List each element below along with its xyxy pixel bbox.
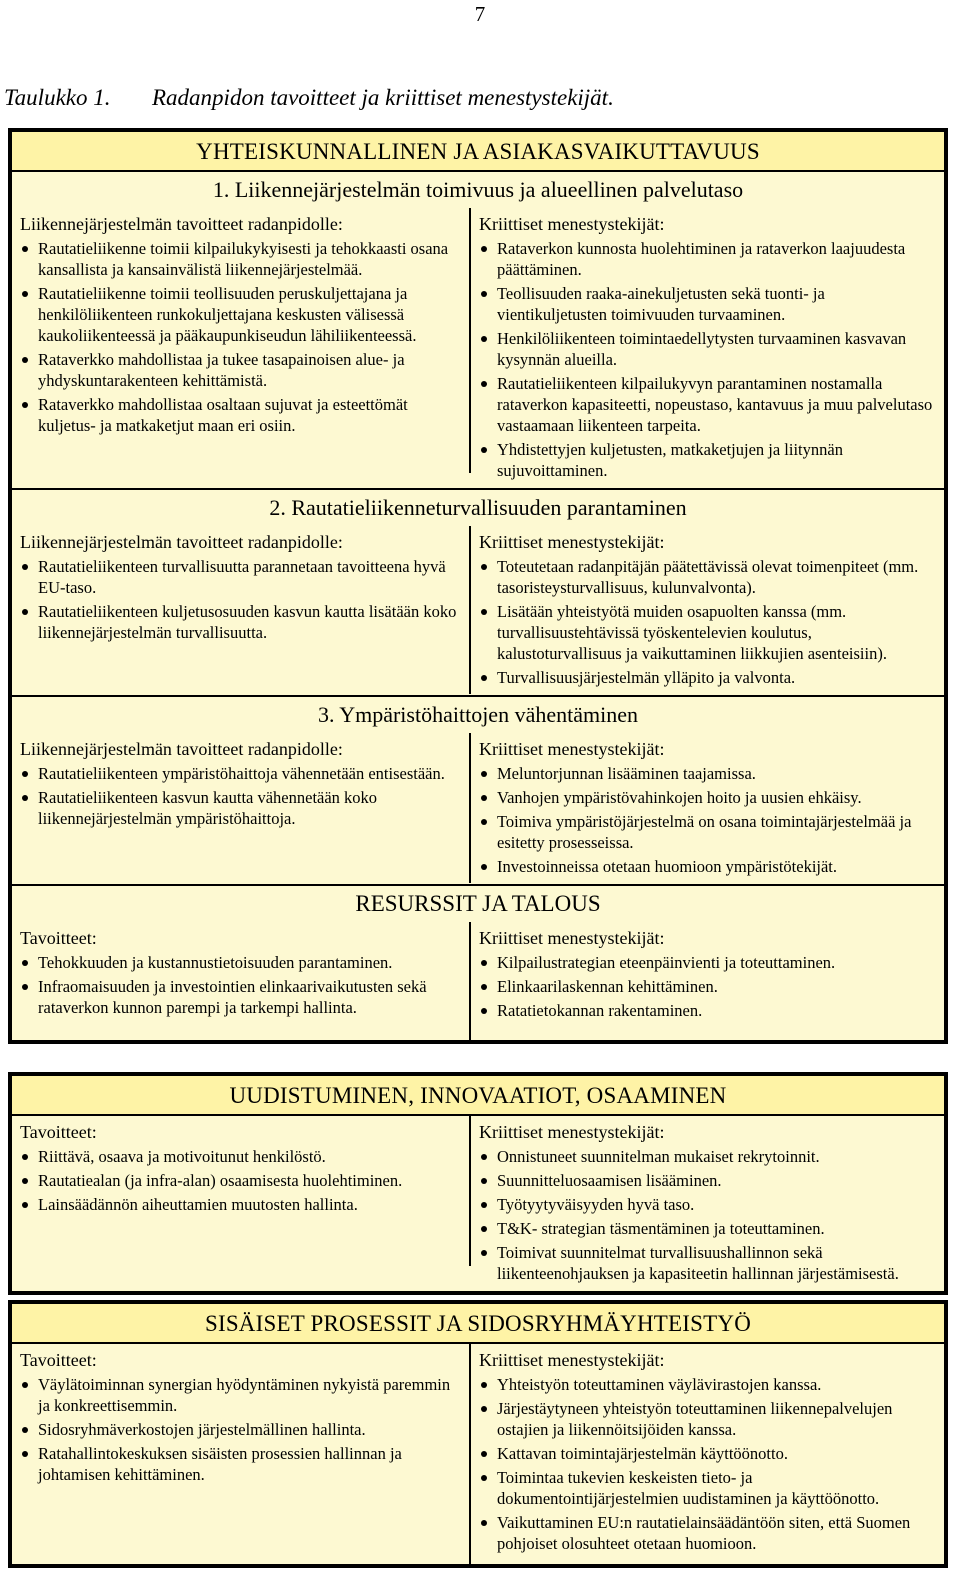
list-item: Toteutetaan radanpitäjän päätettävissä olevat toimenpiteet (mm. tasoristeysturvallisuus, kulunvalvonta).	[479, 556, 936, 598]
table-row	[12, 1116, 944, 1291]
list-item: Rautatieliikenteen kasvun kautta vähennetään koko liikennejärjestelmän ympäristöhaittoja.	[20, 787, 461, 829]
caption-title: Radanpidon tavoitteet ja kriittiset menestystekijät.	[152, 85, 614, 110]
list-item: Vaikuttaminen EU:n rautatielainsäädäntöön siten, että Suomen pohjoiset olosuhteet otetaan huomioon.	[479, 1512, 936, 1554]
subsection-title: RESURSSIT JA TALOUS	[12, 884, 944, 922]
subsection-title: 3. Ympäristöhaittojen vähentäminen	[12, 695, 944, 733]
list-item: Toimivat suunnitelmat turvallisuushallinnon sekä liikenteenohjauksen ja kapasiteetin hallinnan järjestämisestä.	[479, 1242, 936, 1284]
goals-heading: Tavoitteet:	[20, 1350, 97, 1370]
table-internal-processes	[8, 1300, 948, 1568]
list-item: Henkilöliikenteen toimintaedellytysten turvaaminen kasvavan kysynnän alueilla.	[479, 328, 936, 370]
list-item: Väylätoiminnan synergian hyödyntäminen nykyistä paremmin ja konkreettisemmin.	[20, 1374, 461, 1416]
success-factors-column	[471, 733, 944, 884]
page-number: 7	[474, 2, 486, 26]
goals-heading: Liikennejärjestelmän tavoitteet radanpidolle:	[20, 214, 343, 234]
success-factors-column	[471, 208, 944, 488]
list-item: Turvallisuusjärjestelmän ylläpito ja valvonta.	[479, 667, 936, 688]
table-row	[12, 922, 944, 1040]
table-social-impact	[8, 128, 948, 1044]
goals-column	[12, 526, 471, 694]
list-item: Rautatieliikenteen kuljetusosuuden kasvun kautta lisätään koko liikennejärjestelmän turvallisuutta.	[20, 601, 461, 643]
list-item: Rautatieliikenteen kilpailukyvyn parantaminen nostamalla rataverkon kapasiteetti, nopeustaso, kantavuus ja muu palvelutaso vastaamaan liikenteen tarpeita.	[479, 373, 936, 436]
list-item: Yhdistettyjen kuljetusten, matkaketjujen ja liitynnän sujuvoittaminen.	[479, 439, 936, 481]
goals-column	[12, 1116, 471, 1266]
success-factors-column	[471, 1344, 944, 1564]
goals-column	[12, 1344, 471, 1564]
list-item: Riittävä, osaava ja motivoitunut henkilöstö.	[20, 1146, 461, 1167]
list-item: Työtyytyväisyyden hyvä taso.	[479, 1194, 936, 1215]
table-innovation	[8, 1072, 948, 1295]
section-header: UUDISTUMINEN, INNOVAATIOT, OSAAMINEN	[12, 1076, 944, 1116]
list-item: Rautatieliikenne toimii teollisuuden peruskuljettajana ja henkilöliikenteen runkokuljettajana keskusten välisessä kaukoliikenteessä ja pääkaupunkiseudun lähiliikenteessä.	[20, 283, 461, 346]
list-item: Infraomaisuuden ja investointien elinkaarivaikutusten sekä rataverkon kunnon parempi ja tarkempi hallinta.	[20, 976, 461, 1018]
table-row	[12, 526, 944, 695]
list-item: Elinkaarilaskennan kehittäminen.	[479, 976, 936, 997]
subsection-title: 1. Liikennejärjestelmän toimivuus ja alueellinen palvelutaso	[212, 177, 744, 202]
success-factors-heading: Kriittiset menestystekijät:	[479, 1122, 665, 1142]
goals-column	[12, 208, 471, 473]
goals-heading: Liikennejärjestelmän tavoitteet radanpidolle:	[20, 739, 343, 759]
section-header: SISÄISET PROSESSIT JA SIDOSRYHMÄYHTEISTYÖ	[12, 1304, 944, 1344]
list-item: Teollisuuden raaka-ainekuljetusten sekä tuonti- ja vientikuljetusten toimivuuden turvaaminen.	[479, 283, 936, 325]
list-item: Onnistuneet suunnitelman mukaiset rekrytoinnit.	[479, 1146, 936, 1167]
list-item: Yhteistyön toteuttaminen väylävirastojen kanssa.	[479, 1374, 936, 1395]
caption-label: Taulukko 1.	[4, 85, 111, 110]
list-item: Järjestäytyneen yhteistyön toteuttaminen liikennepalvelujen ostajien ja liikennöitsijöiden kanssa.	[479, 1398, 936, 1440]
success-factors-column	[471, 922, 944, 1040]
list-item: Rautatieliikenteen ympäristöhaittoja vähennetään entisestään.	[20, 763, 461, 784]
list-item: Rataverkon kunnosta huolehtiminen ja rataverkon laajuudesta päättäminen.	[479, 238, 936, 280]
goals-column	[12, 922, 471, 1040]
table-row	[12, 1344, 944, 1564]
goals-heading: Tavoitteet:	[20, 928, 97, 948]
list-item: Sidosryhmäverkostojen järjestelmällinen hallinta.	[20, 1419, 461, 1440]
section-header: YHTEISKUNNALLINEN JA ASIAKASVAIKUTTAVUUS	[12, 132, 944, 172]
table-row	[12, 208, 944, 488]
list-item: Ratahallintokeskuksen sisäisten prosessien hallinnan ja johtamisen kehittäminen.	[20, 1443, 461, 1485]
goals-heading: Tavoitteet:	[20, 1122, 97, 1142]
list-item: Lainsäädännön aiheuttamien muutosten hallinta.	[20, 1194, 461, 1215]
list-item: Vanhojen ympäristövahinkojen hoito ja uusien ehkäisy.	[479, 787, 936, 808]
list-item: Rataverkko mahdollistaa osaltaan sujuvat ja esteettömät kuljetus- ja matkaketjut maan eri osiin.	[20, 394, 461, 436]
list-item: Toimintaa tukevien keskeisten tieto- ja dokumentointijärjestelmien uudistaminen ja käyttöönotto.	[479, 1467, 936, 1509]
list-item: Rautatiealan (ja infra-alan) osaamisesta huolehtiminen.	[20, 1170, 461, 1191]
success-factors-column	[471, 1116, 944, 1291]
list-item: Toimiva ympäristöjärjestelmä on osana toimintajärjestelmää ja esitetty prosesseissa.	[479, 811, 936, 853]
subsection-title: 2. Rautatieliikenneturvallisuuden parantaminen	[12, 488, 944, 526]
list-item: T&K- strategian täsmentäminen ja toteuttaminen.	[479, 1218, 936, 1239]
goals-column	[12, 733, 471, 883]
list-item: Rataverkko mahdollistaa ja tukee tasapainoisen alue- ja yhdyskuntarakenteen kehittämistä.	[20, 349, 461, 391]
success-factors-column	[471, 526, 944, 695]
success-factors-heading: Kriittiset menestystekijät:	[479, 928, 665, 948]
list-item: Kattavan toimintajärjestelmän käyttöönotto.	[479, 1443, 936, 1464]
success-factors-heading: Kriittiset menestystekijät:	[479, 532, 665, 552]
table-row	[12, 733, 944, 884]
success-factors-heading: Kriittiset menestystekijät:	[479, 1350, 665, 1370]
goals-heading: Liikennejärjestelmän tavoitteet radanpidolle:	[20, 532, 343, 552]
list-item: Tehokkuuden ja kustannustietoisuuden parantaminen.	[20, 952, 461, 973]
success-factors-heading: Kriittiset menestystekijät:	[479, 739, 665, 759]
list-item: Rautatieliikenteen turvallisuutta parannetaan tavoitteena hyvä EU-taso.	[20, 556, 461, 598]
list-item: Kilpailustrategian eteenpäinvienti ja toteuttaminen.	[479, 952, 936, 973]
list-item: Lisätään yhteistyötä muiden osapuolten kanssa (mm. turvallisuustehtävissä työskentelevien koulutus, kalustoturvallisuus ja vaikuttaminen liikkujien asenteisiin).	[479, 601, 936, 664]
list-item: Suunnitteluosaamisen lisääminen.	[479, 1170, 936, 1191]
list-item: Investoinneissa otetaan huomioon ympäristötekijät.	[479, 856, 936, 877]
list-item: Meluntorjunnan lisääminen taajamissa.	[479, 763, 936, 784]
list-item: Ratatietokannan rakentaminen.	[479, 1000, 936, 1021]
list-item: Rautatieliikenne toimii kilpailukykyisesti ja tehokkaasti osana kansallista ja kansainvälistä liikennejärjestelmää.	[20, 238, 461, 280]
table-caption	[4, 85, 614, 111]
success-factors-heading: Kriittiset menestystekijät:	[479, 214, 665, 234]
